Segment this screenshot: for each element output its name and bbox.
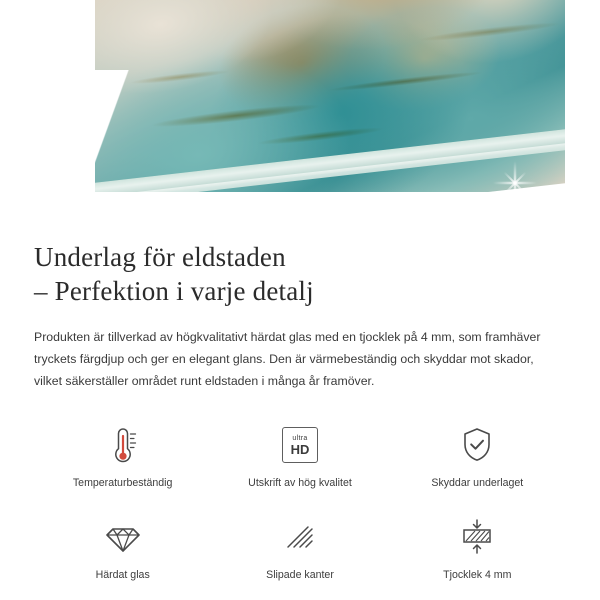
diamond-icon [101, 514, 145, 560]
hero-image [0, 0, 600, 222]
feature-label: Utskrift av hög kvalitet [248, 477, 352, 489]
glass-corner-left-mask [60, 70, 140, 190]
feature-tempered-glass [34, 510, 211, 588]
feature-label: Slipade kanter [266, 569, 334, 581]
feature-high-quality-print [211, 418, 388, 496]
polished-edges-icon [278, 514, 322, 560]
ultra-hd-badge-small: ultra [292, 434, 308, 442]
feature-protects-surface [389, 418, 566, 496]
thermometer-icon [103, 422, 143, 468]
feature-label: Temperaturbeständig [72, 477, 173, 489]
hero-bottom-fade [0, 192, 600, 222]
shield-check-icon [457, 422, 497, 468]
page-title [34, 240, 566, 308]
feature-label: Tjocklek 4 mm [443, 569, 512, 581]
feature-label: Skyddar underlaget [431, 477, 524, 489]
page-title-line-1: Underlag för eldstaden [34, 242, 286, 272]
page-title-line-2: – Perfektion i varje detalj [34, 276, 314, 306]
product-description-text: Produkten är tillverkad av högkvalitativt härdat glas med en tjocklek på 4 mm, som framhäver tryckets färgdjup och ger en elegant glans. Den är värmebeständig och skyddar mot skador, vilket säkerställer området runt eldstaden i många år framöver. [34, 330, 541, 388]
feature-polished-edges [211, 510, 388, 588]
feature-label: Härdat glas [95, 569, 150, 581]
feature-grid [34, 418, 566, 588]
feature-temperature-resistant [34, 418, 211, 496]
thickness-arrows-icon [455, 514, 499, 560]
ultra-hd-icon [282, 422, 318, 468]
ultra-hd-badge-big: HD [290, 441, 310, 457]
feature-thickness [389, 510, 566, 588]
content-section [0, 222, 600, 588]
